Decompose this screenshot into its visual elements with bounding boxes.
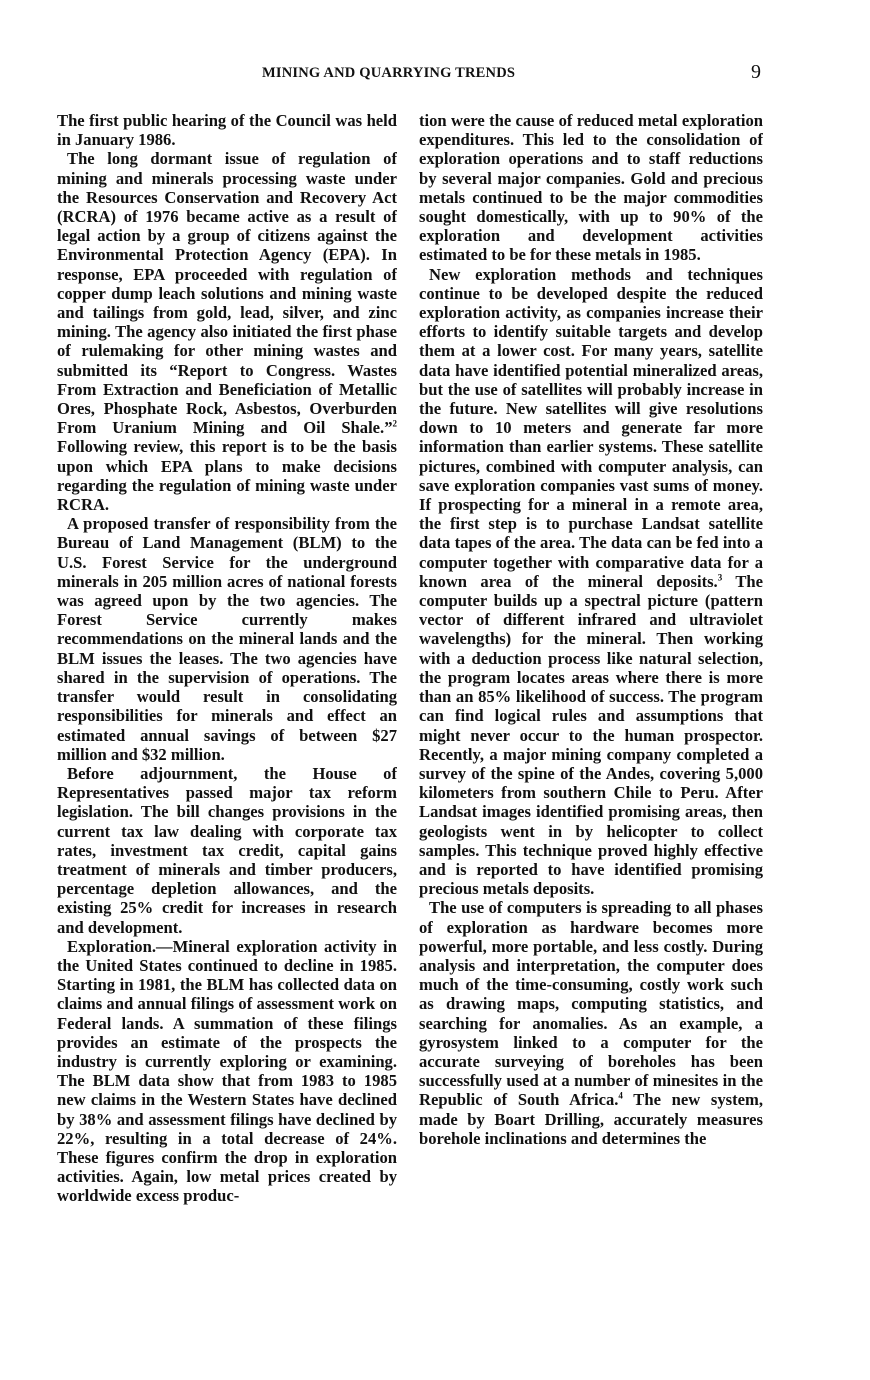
paragraph-text: The long dormant issue of regulation of mining and minerals processing waste under the Resources Conservation and Recovery Act (RCRA) of 1976 became active as a result of legal action by a group of citizens against the Environmental Protection Agency (EPA). In response, EPA proceeded with regulation of copper dump leach solutions and mining waste and tailings from gold, lead, silver, and zinc mining. The agency also initiated the first phase of rulemaking for other mining wastes and submitted its “Report to Congress. Wastes From Extraction and Beneficiation of Metallic Ores, Phosphate Rock, Asbestos, Overburden From Uranium Mining and Oil Shale.” (57, 149, 397, 438)
footnote-marker: 3 (717, 572, 723, 583)
footnote-marker: 4 (618, 1090, 623, 1101)
paragraph-satellite-methods (419, 265, 763, 899)
running-header (0, 63, 870, 87)
paragraph-blm-transfer (57, 514, 397, 764)
paragraph-tax-reform (57, 764, 397, 937)
left-column (57, 111, 397, 1347)
page-number: 9 (751, 61, 761, 83)
paragraph-text: New exploration methods and techniques continue to be developed despite the reduced exploration activity, as companies increase their efforts to identify suitable targets and develop them at a lower cost. For many years, satellite data have identified potential mineralized areas, but the use of satellites will probably increase in the future. New satellites will give resolutions down to 10 meters and generate far more information than earlier systems. These satellite pictures, combined with computer analysis, can save exploration companies vast sums of money. If prospecting for a mineral in a remote area, the first step is to purchase Landsat satellite data tapes of the area. The data can be fed into a computer together with comparative data for a known area of the mineral deposits. (419, 264, 763, 591)
paragraph-text: tion were the cause of reduced metal exploration expenditures. This led to the consolidation of exploration operations and to staff reductions by several major companies. Gold and precious metals continued to be the major commodities sought domestically, with up to 90% of the exploration and development activities estimated to be for these metals in 1985. (419, 111, 763, 265)
paragraph-rcra-waste (57, 149, 397, 514)
paragraph-text: The computer builds up a spectral picture (pattern vector of different infrared and ultraviolet wavelengths) for the mineral. Then working with a deduction process like natural selection, the program locates areas where there is more than an 85% likelihood of success. The program can find logical rules and assumptions that might never occur to the human prospector. Recently, a major mining company completed a survey of the spine of the Andes, covering 5,000 kilometers from southern Chile to Peru. After Landsat images identified promising areas, then geologists went in by helicopter to collect samples. This technique proved highly effective and is reported to have identified promising precious metals deposits. (419, 571, 763, 899)
paragraph-computers (419, 898, 763, 1148)
running-title: MINING AND QUARRYING TRENDS (262, 65, 516, 81)
section-heading-exploration: Exploration. (67, 936, 156, 956)
paragraph-text: —Mineral exploration activity in the United States continued to decline in 1985. Starting in 1981, the BLM has collected data on claims and annual filings of assessment work on Federal lands. A summation of these filings provides an estimate of the prospects the industry is currently exploring or examining. The BLM data show that from 1983 to 1985 new claims in the Western States have declined by 38% and assessment filings have declined by 22%, resulting in a total decrease of 24%. These figures confirm the drop in exploration activities. Again, low metal prices created by worldwide excess produc- (57, 936, 397, 1206)
right-column (419, 111, 763, 1347)
paragraph-text: The new system, made by Boart Drilling, accurately measures borehole inclinations and determines the (419, 1090, 763, 1148)
paragraph-text: Following review, this report is to be the basis upon which EPA plans to make decisions regarding the regulation of mining waste under RCRA. (57, 437, 397, 515)
paragraph-text: Before adjournment, the House of Representatives passed major tax reform legislation. The bill changes provisions in the current tax law dealing with corporate tax rates, investment tax credit, capital gains treatment of minerals and timber producers, percentage depletion allowances, and the existing 25% credit for increases in research and development. (57, 763, 397, 937)
paragraph-text: The first public hearing of the Council was held in January 1986. (57, 111, 397, 150)
paragraph-text: The use of computers is spreading to all phases of exploration as hardware becomes more powerful, more portable, and less costly. During analysis and interpretation, the computer does much of the time-consuming, costly work such as drawing maps, computing statistics, and searching for anomalies. As an example, a gyrosystem linked to a computer for the accurate surveying of boreholes has been successfully used at a number of minesites in the Republic of South Africa. (419, 898, 763, 1110)
paragraph-exploration-continued (419, 111, 763, 265)
paragraph-council-hearing (57, 111, 397, 149)
footnote-marker: 2 (392, 418, 397, 429)
paragraph-exploration (57, 937, 397, 1206)
paragraph-text: A proposed transfer of responsibility from the Bureau of Land Management (BLM) to the U.S. Forest Service for the underground minerals in 205 million acres of national forests was agreed upon by the two agencies. The Forest Service currently makes recommendations on the mineral lands and the BLM issues the leases. The two agencies have shared in the supervision of operations. The transfer would result in consolidating responsibilities for minerals and effect an estimated annual savings of between $27 million and $32 million. (57, 514, 397, 764)
